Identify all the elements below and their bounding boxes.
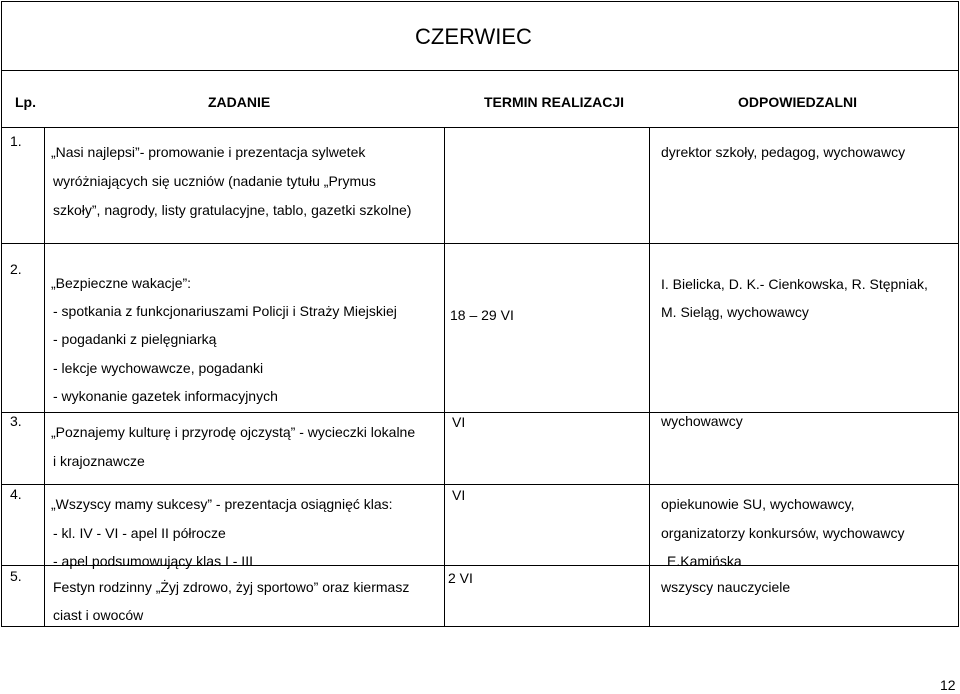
- task-line: Festyn rodzinny „Żyj zdrowo, żyj sportowo” oraz kiermasz: [53, 579, 410, 595]
- task-line: - kl. IV - VI - apel II półrocze: [53, 525, 226, 541]
- task-line: - lekcje wychowawcze, pogadanki: [53, 360, 264, 376]
- responsible-line: dyrektor szkoły, pedagog, wychowawcy: [661, 144, 906, 160]
- task-line: - apel podsumowujący klas I - III: [53, 553, 253, 569]
- responsible-line: E.Kamińska: [667, 553, 742, 569]
- table-border-bottom: [1, 626, 959, 627]
- row-number: 1.: [10, 133, 22, 149]
- deadline-value: VI: [452, 414, 466, 430]
- deadline-value: VI: [452, 487, 466, 503]
- row2-divider: [1, 412, 959, 413]
- page-number: 12: [940, 677, 956, 693]
- table-border-right: [958, 1, 959, 627]
- task-line: wyróżniających się uczniów (nadanie tytułu „Prymus: [53, 173, 376, 189]
- header-row-divider: [1, 127, 959, 128]
- task-line: „Nasi najlepsi”- promowanie i prezentacja sylwetek: [51, 144, 366, 160]
- responsible-line: I. Bielicka, D. K.- Cienkowska, R. Stępniak,: [661, 276, 928, 292]
- title-row-divider: [1, 70, 959, 71]
- task-line: i krajoznawcze: [53, 453, 145, 469]
- task-line: szkoły”, nagrody, listy gratulacyjne, tablo, gazetki szkolne): [53, 202, 412, 218]
- task-line: - pogadanki z pielęgniarką: [53, 331, 217, 347]
- responsible-line: opiekunowie SU, wychowawcy,: [661, 496, 855, 512]
- row-number: 5.: [10, 568, 22, 584]
- task-line: - spotkania z funkcjonariuszami Policji i Straży Miejskiej: [53, 303, 397, 319]
- page-title: CZERWIEC: [415, 24, 532, 49]
- table-border-top: [1, 1, 959, 2]
- row1-divider: [1, 243, 959, 244]
- task-line: - wykonanie gazetek informacyjnych: [53, 388, 278, 404]
- table-border-left: [1, 1, 2, 627]
- col-divider-3: [649, 127, 650, 627]
- responsible-line: organizatorzy konkursów, wychowawcy: [661, 525, 905, 541]
- responsible-line: wszyscy nauczyciele: [661, 579, 791, 595]
- col-divider-2: [444, 127, 445, 627]
- header-deadline: TERMIN REALIZACJI: [484, 94, 624, 110]
- row-number: 4.: [10, 486, 22, 502]
- row3-divider: [1, 484, 959, 485]
- col-divider-1: [44, 127, 45, 627]
- task-line: „Wszyscy mamy sukcesy” - prezentacja osiągnięć klas:: [51, 496, 393, 512]
- header-lp: Lp.: [15, 94, 36, 110]
- deadline-value: 2 VI: [448, 570, 473, 586]
- task-line: ciast i owoców: [53, 607, 144, 623]
- header-responsible: ODPOWIEDZALNI: [738, 94, 857, 110]
- responsible-line: wychowawcy: [661, 413, 743, 429]
- deadline-value: 18 – 29 VI: [450, 307, 514, 323]
- row-number: 2.: [10, 261, 22, 277]
- task-line: „Poznajemy kulturę i przyrodę ojczystą” - wycieczki lokalne: [51, 424, 416, 440]
- responsible-line: M. Sieląg, wychowawcy: [661, 304, 809, 320]
- header-task: ZADANIE: [208, 94, 271, 110]
- task-line: „Bezpieczne wakacje”:: [51, 275, 192, 291]
- row-number: 3.: [10, 413, 22, 429]
